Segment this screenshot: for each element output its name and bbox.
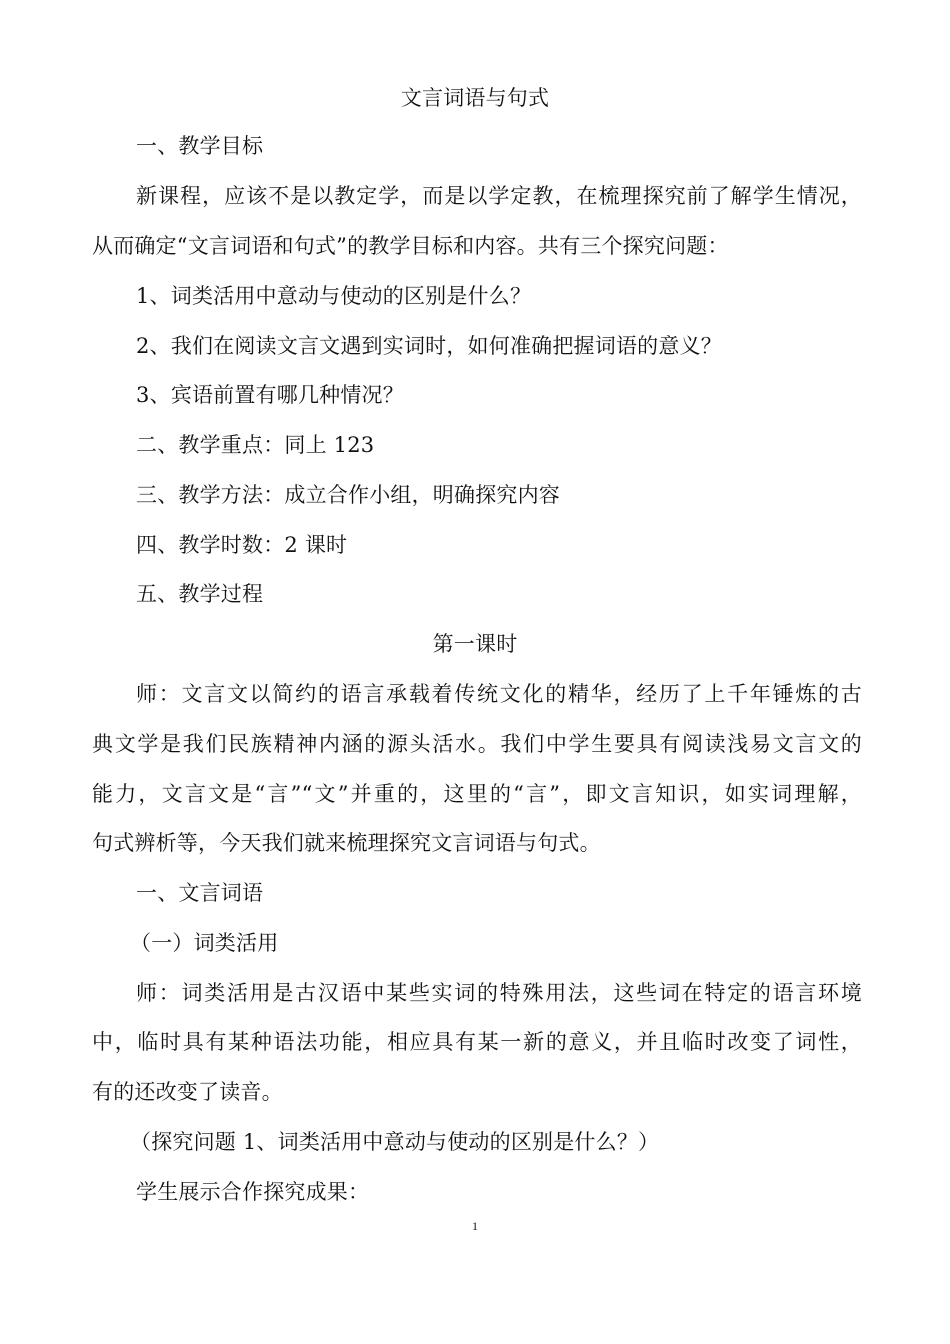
document-title: 文言词语与句式 bbox=[400, 86, 550, 110]
page-number: 1 bbox=[472, 1219, 478, 1233]
question-item-2: 2、我们在阅读文言文遇到实词时，如何准确把握词语的意义？ bbox=[136, 334, 722, 358]
subsection-heading: （一）词类活用 bbox=[130, 931, 279, 955]
section-heading-process: 五、教学过程 bbox=[136, 582, 264, 606]
section-heading-vocabulary: 一、文言词语 bbox=[136, 881, 264, 905]
question-item-3: 3、宾语前置有哪几种情况？ bbox=[136, 383, 404, 407]
paragraph-line: 中，临时具有某种语法功能，相应具有某一新的意义，并且临时改变了词性， bbox=[92, 1030, 862, 1054]
section-heading-method: 三、教学方法：成立合作小组，明确探究内容 bbox=[136, 483, 560, 507]
section-heading-objectives: 一、教学目标 bbox=[136, 134, 264, 158]
paragraph-line: 师：文言文以简约的语言承载着传统文化的精华，经历了上千年锤炼的古 bbox=[136, 682, 862, 706]
section-heading-focus: 二、教学重点：同上 123 bbox=[136, 433, 375, 457]
lesson-title: 第一课时 bbox=[432, 632, 518, 656]
paragraph-line: 新课程，应该不是以教定学，而是以学定教，在梳理探究前了解学生情况， bbox=[136, 184, 862, 208]
paragraph-line: 典文学是我们民族精神内涵的源头活水。我们中学生要具有阅读浅易文言文的 bbox=[92, 732, 862, 756]
question-item-1: 1、词类活用中意动与使动的区别是什么？ bbox=[136, 284, 532, 308]
paragraph-line: 能力，文言文是“言”“文”并重的，这里的“言”，即文言知识，如实词理解， bbox=[92, 782, 862, 806]
paragraph-line: 有的还改变了读音。 bbox=[92, 1080, 283, 1104]
paragraph-line: 句式辨析等，今天我们就来梳理探究文言词语与句式。 bbox=[92, 831, 601, 855]
inquiry-note: （探究问题 1、词类活用中意动与使动的区别是什么？） bbox=[130, 1130, 660, 1154]
paragraph-line: 学生展示合作探究成果： bbox=[136, 1180, 370, 1204]
paragraph-line: 师：词类活用是古汉语中某些实词的特殊用法，这些词在特定的语言环境 bbox=[136, 981, 862, 1005]
section-heading-hours: 四、教学时数：2 课时 bbox=[136, 533, 348, 557]
paragraph-line: 从而确定“文言词语和句式”的教学目标和内容。共有三个探究问题： bbox=[92, 234, 729, 258]
